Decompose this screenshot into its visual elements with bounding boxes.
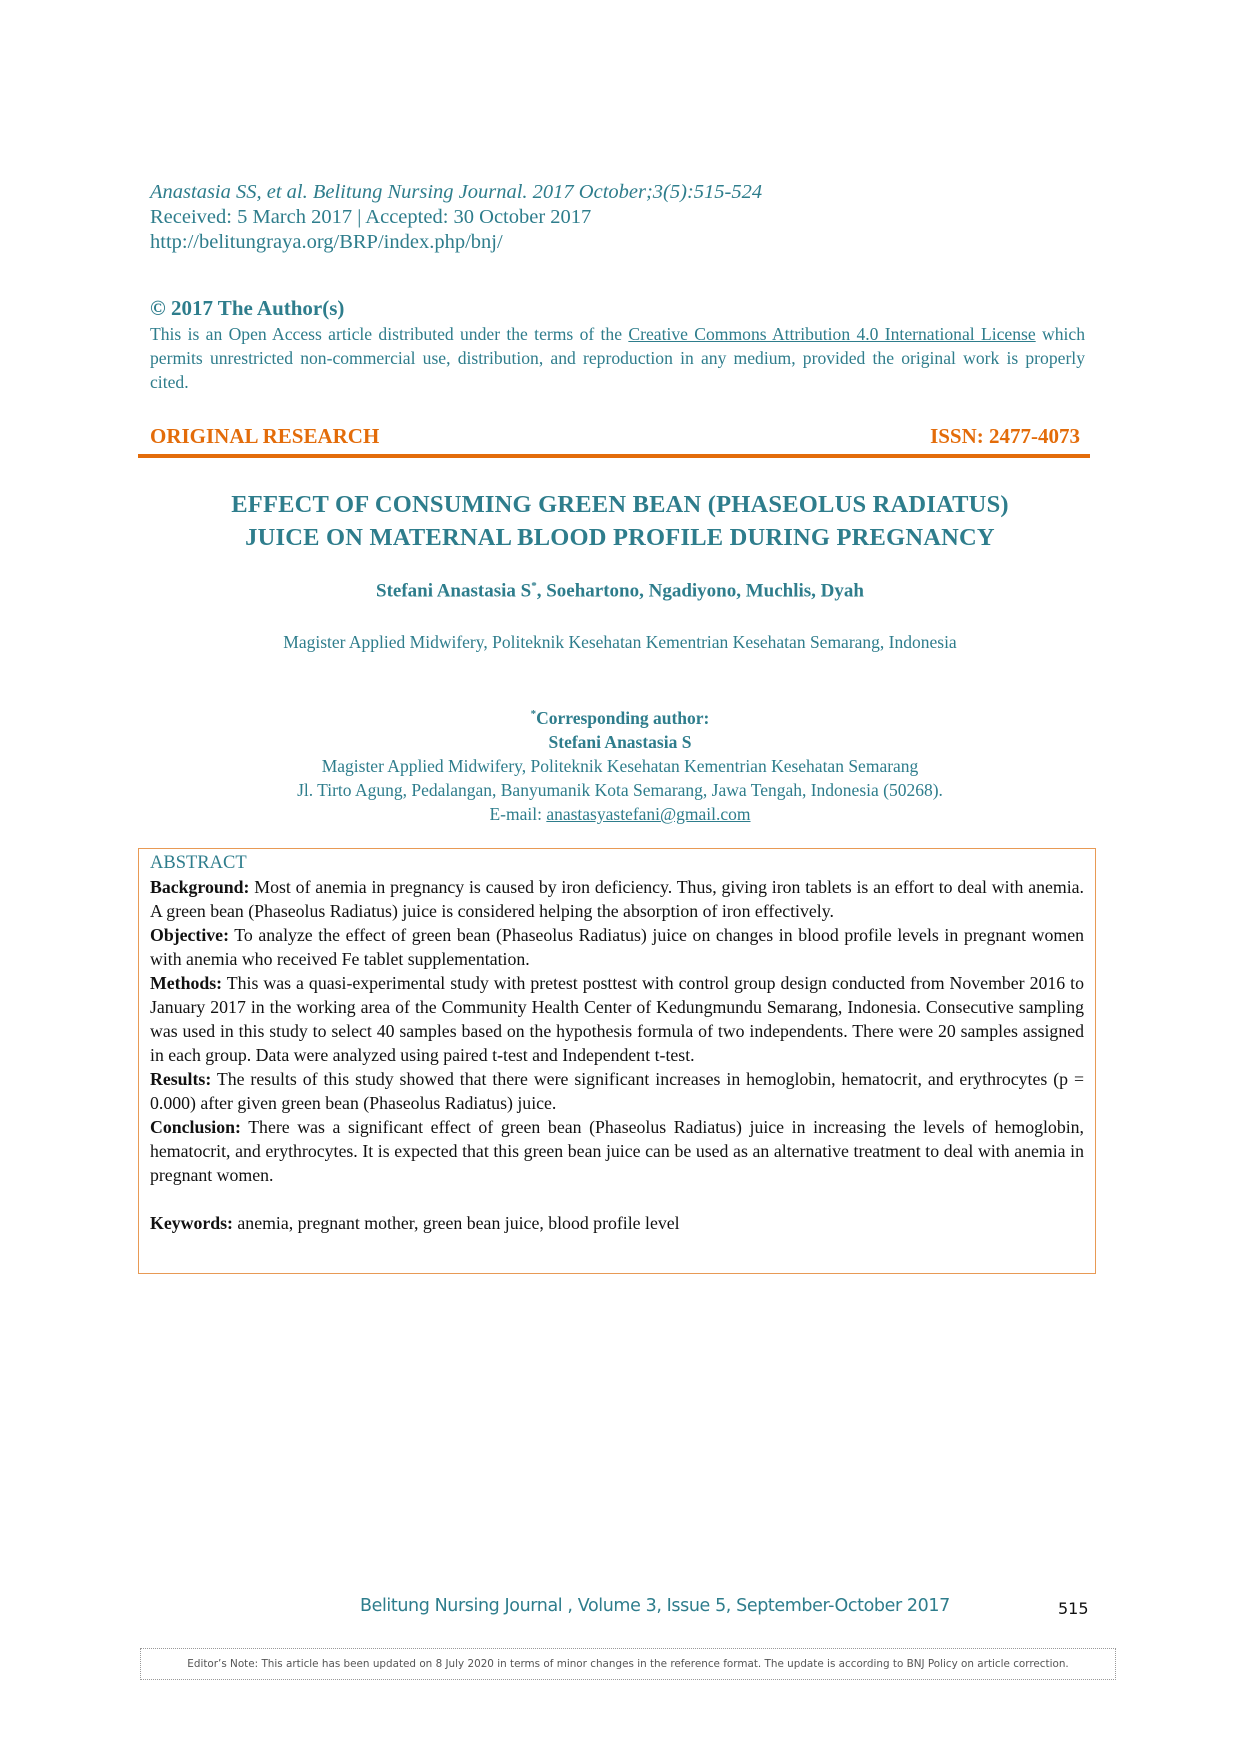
corresponding-mark: * bbox=[531, 580, 537, 592]
citation-block bbox=[150, 180, 1110, 255]
background-label: Background: bbox=[150, 877, 250, 897]
email-link[interactable]: anastasyastefani@gmail.com bbox=[546, 803, 751, 824]
section-divider bbox=[138, 454, 1090, 458]
abstract-objective bbox=[150, 923, 1084, 971]
first-author: Stefani Anastasia S bbox=[376, 580, 532, 602]
results-text: The results of this study showed that there were significant increases in hemoglobin, hematocrit, and erythrocytes (p = 0.000) after given green bean (Phaseolus Radiatus) juice. bbox=[150, 1069, 1084, 1113]
citation-line: Anastasia SS, et al. Belitung Nursing Journal. 2017 October;3(5):515-524 bbox=[150, 181, 763, 203]
email-label: E-mail: bbox=[489, 803, 547, 824]
abstract-background bbox=[150, 875, 1084, 923]
author-affiliation: Magister Applied Midwifery, Politeknik Kesehatan Kementrian Kesehatan Semarang, Indonesia bbox=[283, 632, 957, 652]
corresponding-institution: Magister Applied Midwifery, Politeknik Kesehatan Kementrian Kesehatan Semarang bbox=[321, 755, 919, 776]
background-text: Most of anemia in pregnancy is caused by iron deficiency. Thus, giving iron tablets is an effort to deal with anemia. A green bean (Phaseolus Radiatus) juice is considered helping the absorption of iron effectively. bbox=[150, 877, 1084, 921]
abstract-heading: ABSTRACT bbox=[150, 853, 247, 873]
license-text-after: which permits unrestricted non-commercial use, distribution, and reproduction in any medium, provided the original work is properly cited. bbox=[150, 324, 1085, 392]
corresponding-author-block bbox=[140, 702, 1100, 826]
abstract-methods bbox=[150, 971, 1084, 1067]
received-accepted-dates: Received: 5 March 2017 | Accepted: 30 October 2017 bbox=[150, 206, 592, 228]
page-number: 515 bbox=[1058, 1599, 1089, 1618]
keywords-text: anemia, pregnant mother, green bean juice, blood profile level bbox=[232, 1213, 680, 1233]
methods-text: This was a quasi-experimental study with pretest posttest with control group design conducted from November 2016 to January 2017 in the working area of the Community Health Center of Kedungmundu Semarang, Indonesia. Consecutive sampling was used in this study to select 40 samples based on the hypothesis formula of two independents. There were 20 samples assigned in each group. Data were analyzed using paired t-test and Independent t-test. bbox=[150, 973, 1084, 1065]
title-line-2: JUICE ON MATERNAL BLOOD PROFILE DURING PREGNANCY bbox=[245, 524, 995, 551]
objective-label: Objective: bbox=[150, 925, 229, 945]
corresponding-label-text: Corresponding author: bbox=[536, 707, 710, 728]
footer-journal-info: Belitung Nursing Journal , Volume 3, Issue 5, September-October 2017 bbox=[360, 1596, 950, 1616]
journal-url[interactable]: http://belitungraya.org/BRP/index.php/bnj/ bbox=[150, 231, 503, 253]
objective-text: To analyze the effect of green bean (Phaseolus Radiatus) juice on changes in blood profile levels in pregnant women with anemia who received Fe tablet supplementation. bbox=[150, 925, 1084, 969]
license-link[interactable]: Creative Commons Attribution 4.0 International License bbox=[628, 324, 1036, 344]
abstract-keywords bbox=[150, 1211, 1084, 1235]
corresponding-address: Jl. Tirto Agung, Pedalangan, Banyumanik Kota Semarang, Jawa Tengah, Indonesia (50268). bbox=[297, 779, 943, 800]
corresponding-name: Stefani Anastasia S bbox=[548, 731, 692, 752]
author-list bbox=[140, 580, 1100, 602]
article-title bbox=[140, 488, 1100, 554]
copyright-heading: © 2017 The Author(s) bbox=[150, 296, 345, 320]
license-text-before: This is an Open Access article distributed under the terms of the bbox=[150, 324, 629, 344]
conclusion-label: Conclusion: bbox=[150, 1117, 241, 1137]
abstract-box bbox=[138, 848, 1096, 1274]
corresponding-label bbox=[140, 702, 1100, 730]
issn-label: ISSN: 2477-4073 bbox=[930, 424, 1080, 448]
results-label: Results: bbox=[150, 1069, 212, 1089]
abstract-results bbox=[150, 1067, 1084, 1115]
keywords-label: Keywords: bbox=[150, 1213, 233, 1233]
corresponding-label-mark: * bbox=[530, 708, 537, 720]
methods-label: Methods: bbox=[150, 973, 223, 993]
other-authors: , Soehartono, Ngadiyono, Muchlis, Dyah bbox=[536, 580, 864, 602]
section-bar bbox=[138, 424, 1090, 454]
corresponding-email-line bbox=[140, 802, 1100, 826]
conclusion-text: There was a significant effect of green bean (Phaseolus Radiatus) juice in increasing the levels of hemoglobin, hematocrit, and erythrocytes. It is expected that this green bean juice can be used as an alternative treatment to deal with anemia in pregnant women. bbox=[150, 1117, 1084, 1185]
article-type-label: ORIGINAL RESEARCH bbox=[150, 424, 380, 448]
title-line-1: EFFECT OF CONSUMING GREEN BEAN (PHASEOLUS RADIATUS) bbox=[231, 491, 1009, 518]
editor-note: Editor’s Note: This article has been updated on 8 July 2020 in terms of minor changes in the reference format. The update is according to BNJ Policy on article correction. bbox=[140, 1648, 1116, 1680]
license-statement bbox=[150, 322, 1085, 394]
abstract-conclusion bbox=[150, 1115, 1084, 1187]
